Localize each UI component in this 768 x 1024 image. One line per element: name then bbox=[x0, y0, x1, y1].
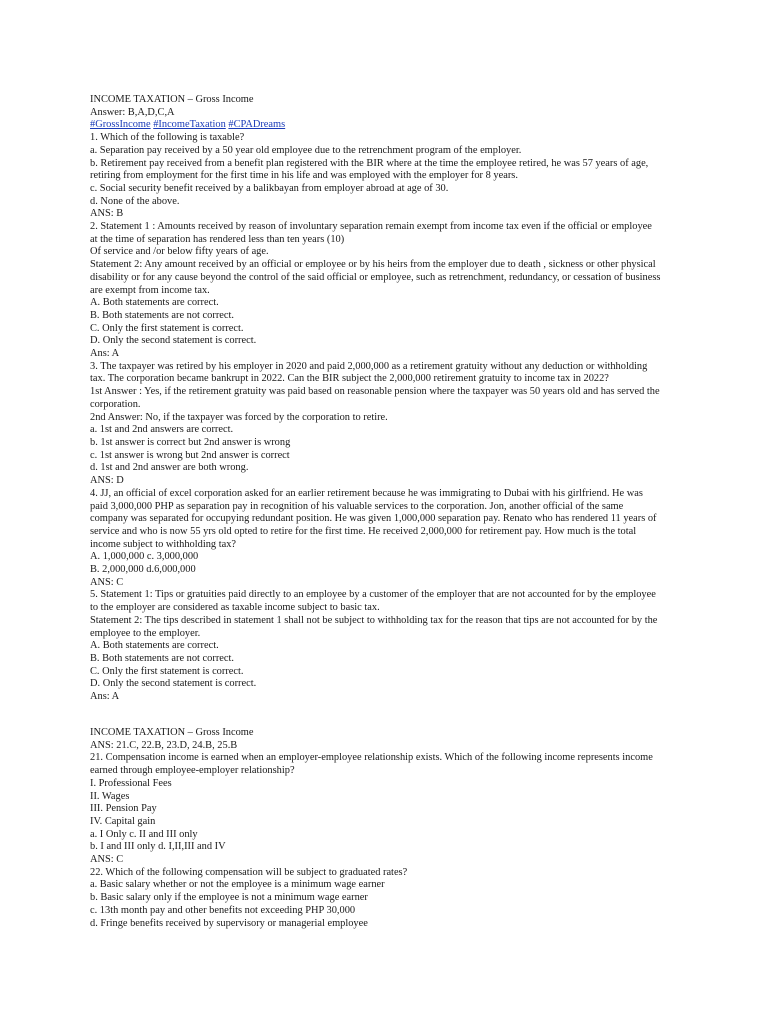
text-line: b. Retirement pay received from a benefit plan registered with the BIR where at the time the employee retired, he was 57 years of age, bbox=[90, 157, 649, 169]
text-line: corporation. bbox=[90, 398, 141, 410]
text-line: IV. Capital gain bbox=[90, 815, 156, 827]
text-line: D. Only the second statement is correct. bbox=[90, 335, 257, 347]
text-line: B. 2,000,000 d.6,000,000 bbox=[90, 564, 196, 576]
text-line: at the time of separation has rendered less than ten years (10) bbox=[90, 233, 345, 245]
text-line: Statement 2: The tips described in statement 1 shall not be subject to withholding tax for the reason that tips are not accounted for by the bbox=[90, 614, 658, 626]
text-line: d. 1st and 2nd answer are both wrong. bbox=[90, 462, 249, 474]
text-line: A. 1,000,000 c. 3,000,000 bbox=[90, 551, 199, 563]
text-line: D. Only the second statement is correct. bbox=[90, 678, 257, 690]
text-line: ANS: D bbox=[90, 475, 124, 487]
text-line: b. 1st answer is correct but 2nd answer is wrong bbox=[90, 436, 291, 448]
text-line: A. Both statements are correct. bbox=[90, 297, 219, 309]
text-line: company was separated for occupying redundant position. He was given 1,000,000 separation pay. Renato who has rendered 11 years of bbox=[90, 513, 657, 525]
text-line: A. Both statements are correct. bbox=[90, 640, 219, 652]
text-line: B. Both statements are not correct. bbox=[90, 309, 234, 321]
text-line: retiring from employment for the first time in his life and was employed with the employer for 8 years. bbox=[90, 170, 518, 182]
text-line: Answer: B,A,D,C,A bbox=[90, 106, 175, 118]
hashtag-link[interactable]: #CPADreams bbox=[228, 119, 286, 131]
text-line: Of service and /or below fifty years of age. bbox=[90, 246, 269, 258]
text-line: 2nd Answer: No, if the taxpayer was forced by the corporation to retire. bbox=[90, 411, 388, 423]
text-line: 1st Answer : Yes, if the retirement gratuity was paid based on reasonable pension where the taxpayer was 50 years old and has served the bbox=[90, 386, 660, 398]
text-line: b. Basic salary only if the employee is not a minimum wage earner bbox=[90, 892, 368, 904]
text-line: a. 1st and 2nd answers are correct. bbox=[90, 424, 234, 436]
text-line: 3. The taxpayer was retired by his employer in 2020 and paid 2,000,000 as a retirement gratuity without any deduction or withholding bbox=[90, 360, 648, 372]
text-line: disability or for any cause beyond the control of the said official or employee, such as retrenchment, redundancy, or cessation of business bbox=[90, 271, 661, 283]
text-line: I. Professional Fees bbox=[90, 777, 172, 789]
text-line: employee to the employer. bbox=[90, 627, 201, 639]
text-line: tax. The corporation became bankrupt in 2022. Can the BIR subject the 2,000,000 retirement gratuity to income tax in 2022? bbox=[90, 373, 609, 385]
text-line: Ans: A bbox=[90, 691, 120, 703]
text-line: ANS: C bbox=[90, 576, 124, 588]
text-line: 5. Statement 1: Tips or gratuities paid directly to an employee by a customer of the employer that are not accounted for by the employee bbox=[90, 589, 656, 601]
text-line: c. Social security benefit received by a balikbayan from employer abroad at age of 30. bbox=[90, 182, 449, 194]
text-line: Statement 2: Any amount received by an official or employee or by his heirs from the employer due to death , sickness or other physical bbox=[90, 259, 656, 271]
text-line: INCOME TAXATION – Gross Income bbox=[90, 727, 254, 738]
text-line: income subject to withholding tax? bbox=[90, 538, 237, 550]
text-line: INCOME TAXATION – Gross Income bbox=[90, 94, 254, 105]
text-line: 4. JJ, an official of excel corporation asked for an earlier retirement because he was immigrating to Dubai with his girlfriend. He was bbox=[90, 487, 643, 499]
text-line: 1. Which of the following is taxable? bbox=[90, 132, 245, 144]
section-income-taxation-part1 bbox=[90, 94, 690, 704]
text-line: II. Wages bbox=[90, 790, 130, 802]
text-line: 21. Compensation income is earned when an employer-employee relationship exists. Which of the following income represents income bbox=[90, 752, 653, 764]
text-line: a. Basic salary whether or not the employee is a minimum wage earner bbox=[90, 879, 385, 891]
hashtag-line bbox=[90, 119, 690, 132]
text-line: B. Both statements are not correct. bbox=[90, 652, 234, 664]
hashtag-link[interactable]: #IncomeTaxation bbox=[153, 119, 226, 131]
hashtag-link[interactable]: #GrossIncome bbox=[90, 119, 151, 131]
text-line: a. I Only c. II and III only bbox=[90, 828, 198, 840]
text-line: ANS: C bbox=[90, 854, 124, 866]
text-line: earned through employee-employer relationship? bbox=[90, 765, 295, 777]
text-line: a. Separation pay received by a 50 year old employee due to the retrenchment program of the employer. bbox=[90, 144, 522, 156]
text-line: b. I and III only d. I,II,III and IV bbox=[90, 841, 226, 853]
text-line: d. Fringe benefits received by supervisory or managerial employee bbox=[90, 917, 368, 929]
text-line: C. Only the first statement is correct. bbox=[90, 665, 244, 677]
text-line: c. 13th month pay and other benefits not exceeding PHP 30,000 bbox=[90, 904, 356, 916]
text-line: 2. Statement 1 : Amounts received by reason of involuntary separation remain exempt from income tax even if the official or employee bbox=[90, 221, 652, 233]
text-line: III. Pension Pay bbox=[90, 803, 157, 815]
text-line: c. 1st answer is wrong but 2nd answer is correct bbox=[90, 449, 290, 461]
text-line: d. None of the above. bbox=[90, 195, 180, 207]
text-line: C. Only the first statement is correct. bbox=[90, 322, 244, 334]
text-line: ANS: 21.C, 22.B, 23.D, 24.B, 25.B bbox=[90, 739, 238, 751]
text-line: to the employer are considered as taxable income subject to basic tax. bbox=[90, 602, 380, 614]
text-line: ANS: B bbox=[90, 208, 124, 220]
text-line: 22. Which of the following compensation will be subject to graduated rates? bbox=[90, 866, 408, 878]
section-income-taxation-part2 bbox=[90, 727, 690, 930]
text-line: paid 3,000,000 PHP as separation pay in recognition of his valuable services to the corporation. Jon, another official of the same bbox=[90, 500, 624, 512]
text-line: are exempt from income tax. bbox=[90, 284, 210, 296]
text-line: service and who is now 55 yrs old opted to retire for the first time. He received 2,000,000 for retirement pay. How much is the total bbox=[90, 525, 637, 537]
text-line: Ans: A bbox=[90, 348, 120, 360]
